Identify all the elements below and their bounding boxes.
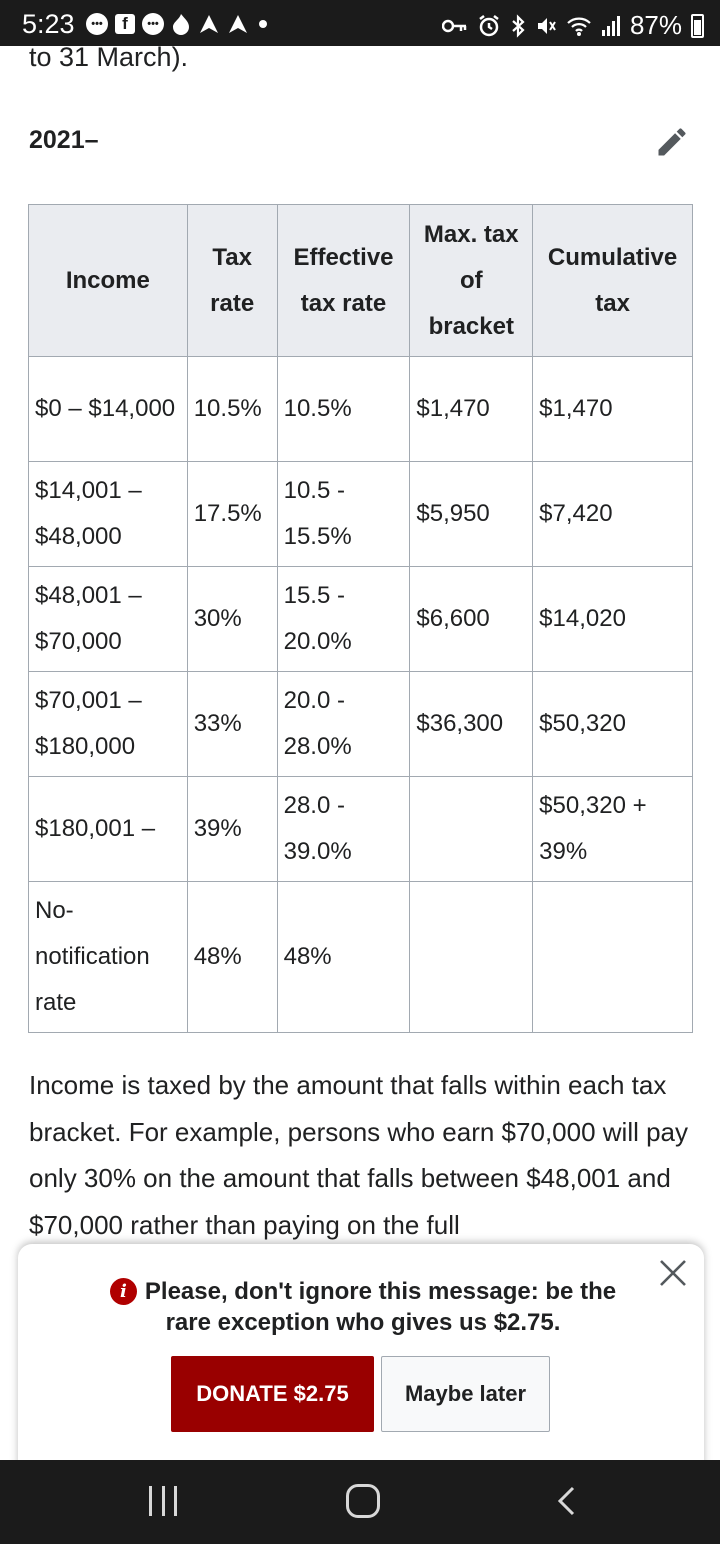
cell-max-tax — [410, 777, 533, 882]
article-paragraph: Income is taxed by the amount that falls within each tax bracket. For example, persons who earn $70,000 will pay only 30% on the amount that falls between $48,001 and $70,000 rather than paying on the full — [29, 1070, 689, 1240]
tax-bracket-table — [28, 204, 693, 1033]
bluetooth-icon — [510, 14, 526, 38]
donation-banner — [18, 1244, 704, 1474]
previous-paragraph-tail: to 31 March). — [29, 42, 189, 72]
cell-max-tax: $6,600 — [410, 567, 533, 672]
battery-percent: 87% — [629, 10, 682, 40]
wifi-icon — [566, 15, 592, 37]
pencil-edit-icon[interactable] — [654, 124, 690, 160]
signal-icon — [601, 15, 621, 37]
cell-cumulative-tax: $7,420 — [533, 462, 693, 567]
cell-effective-rate: 20.0 - 28.0% — [277, 672, 410, 777]
alarm-icon — [477, 14, 501, 38]
fire-icon — [171, 13, 191, 35]
cell-tax-rate: 48% — [187, 882, 277, 1033]
facebook-icon: f — [115, 14, 135, 34]
donate-button[interactable]: DONATE $2.75 — [171, 1356, 374, 1432]
maybe-later-button[interactable]: Maybe later — [381, 1356, 550, 1432]
status-bar — [0, 0, 720, 46]
cell-tax-rate: 17.5% — [187, 462, 277, 567]
cell-max-tax: $1,470 — [410, 357, 533, 462]
cell-effective-rate: 48% — [277, 882, 410, 1033]
table-row — [29, 882, 693, 1033]
cell-income: No-notification rate — [29, 882, 188, 1033]
table-row — [29, 567, 693, 672]
info-icon: i — [110, 1278, 137, 1305]
table-row — [29, 357, 693, 462]
close-icon[interactable] — [656, 1256, 690, 1290]
triangle-icon — [227, 13, 249, 35]
key-icon — [442, 17, 468, 35]
cell-income: $70,001 – $180,000 — [29, 672, 188, 777]
back-icon[interactable] — [552, 1484, 582, 1518]
cell-max-tax: $5,950 — [410, 462, 533, 567]
dot-icon — [256, 17, 270, 31]
cell-effective-rate: 15.5 - 20.0% — [277, 567, 410, 672]
cell-tax-rate: 10.5% — [187, 357, 277, 462]
header-effective-tax-rate: Effective tax rate — [277, 205, 410, 357]
cell-max-tax: $36,300 — [410, 672, 533, 777]
cell-max-tax — [410, 882, 533, 1033]
cell-effective-rate: 28.0 - 39.0% — [277, 777, 410, 882]
cell-tax-rate: 33% — [187, 672, 277, 777]
cell-effective-rate: 10.5 - 15.5% — [277, 462, 410, 567]
cell-tax-rate: 39% — [187, 777, 277, 882]
cell-cumulative-tax: $1,470 — [533, 357, 693, 462]
cell-cumulative-tax — [533, 882, 693, 1033]
cell-income: $48,001 – $70,000 — [29, 567, 188, 672]
section-heading: 2021– — [29, 126, 99, 154]
cell-income: $14,001 – $48,000 — [29, 462, 188, 567]
cell-cumulative-tax: $50,320 — [533, 672, 693, 777]
notification-icons — [86, 13, 270, 35]
cell-cumulative-tax: $50,320 + 39% — [533, 777, 693, 882]
status-time: 5:23 — [22, 9, 75, 39]
header-tax-rate: Tax rate — [187, 205, 277, 357]
cell-effective-rate: 10.5% — [277, 357, 410, 462]
triangle-icon — [198, 13, 220, 35]
cell-income: $180,001 – — [29, 777, 188, 882]
system-icons — [442, 10, 704, 41]
cell-cumulative-tax: $14,020 — [533, 567, 693, 672]
header-income: Income — [29, 205, 188, 357]
banner-message-text: Please, don't ignore this message: be the rare exception who gives us $2.75. — [144, 1278, 617, 1336]
home-icon[interactable] — [346, 1484, 380, 1518]
recent-apps-icon[interactable] — [149, 1486, 177, 1516]
cell-tax-rate: 30% — [187, 567, 277, 672]
banner-message — [98, 1276, 628, 1338]
table-row — [29, 462, 693, 567]
battery-icon — [691, 14, 704, 38]
chat-bubble-icon: ••• — [86, 13, 108, 35]
cell-income: $0 – $14,000 — [29, 357, 188, 462]
table-row — [29, 672, 693, 777]
messenger-icon: ••• — [142, 13, 164, 35]
header-max-tax-of-bracket: Max. tax of bracket — [410, 205, 533, 357]
table-header-row — [29, 205, 693, 357]
mute-icon — [535, 14, 557, 38]
table-row — [29, 777, 693, 882]
navigation-bar — [0, 1460, 720, 1544]
header-cumulative-tax: Cumulative tax — [533, 205, 693, 357]
